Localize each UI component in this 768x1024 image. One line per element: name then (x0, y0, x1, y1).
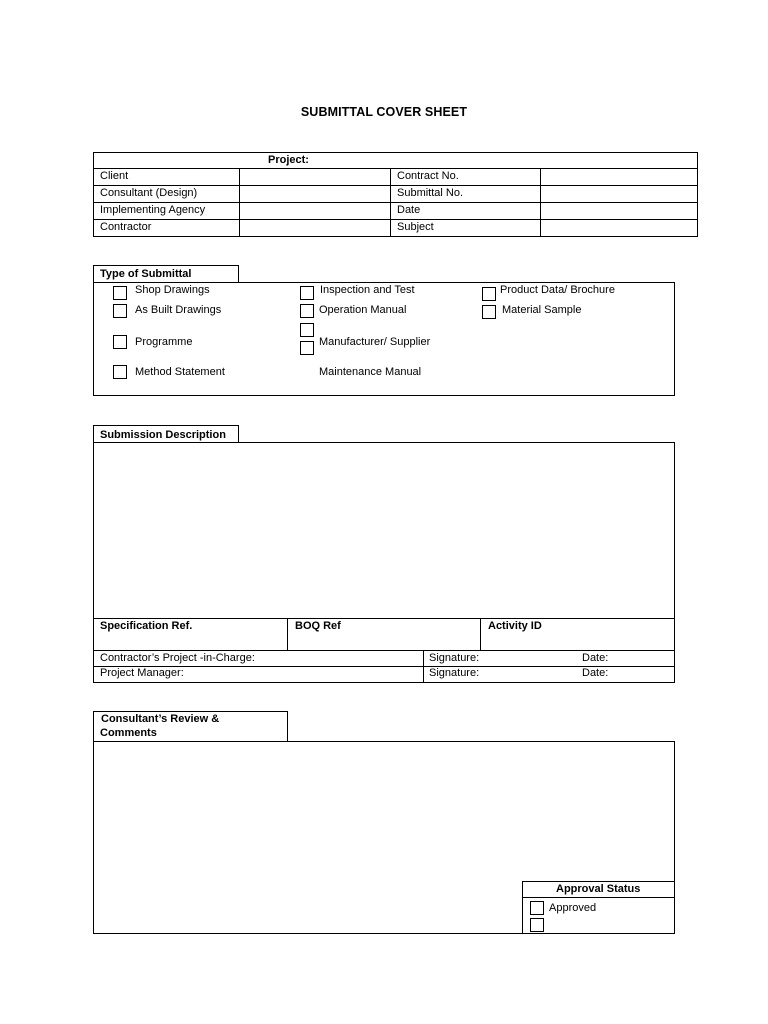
submittal-no-label: Submittal No. (397, 187, 464, 199)
project-label: Project: (268, 154, 309, 166)
contractor-date-label: Date: (582, 652, 609, 664)
operation-manual-label: Operation Manual (319, 304, 407, 316)
pm-date-label: Date: (582, 667, 609, 679)
approval-option-checkbox[interactable] (530, 918, 544, 932)
date-label: Date (397, 204, 421, 216)
contract-no-field[interactable] (541, 169, 697, 185)
consultant-label: Consultant (Design) (100, 187, 198, 199)
product-data-label: Product Data/ Brochure (500, 284, 615, 296)
method-statement-checkbox[interactable] (113, 365, 127, 379)
pm-signature-label: Signature: (429, 667, 480, 679)
inspection-test-label: Inspection and Test (320, 284, 415, 296)
contractor-label: Contractor (100, 221, 152, 233)
date-field[interactable] (541, 203, 697, 219)
shop-drawings-label: Shop Drawings (135, 284, 210, 296)
material-sample-label: Material Sample (502, 304, 582, 316)
activity-id-label: Activity ID (488, 620, 542, 632)
product-data-checkbox[interactable] (482, 287, 496, 301)
inspection-test-checkbox[interactable] (300, 286, 314, 300)
project-manager-label: Project Manager: (100, 667, 184, 679)
as-built-label: As Built Drawings (135, 304, 222, 316)
client-field[interactable] (240, 169, 390, 185)
approval-status-heading: Approval Status (556, 883, 641, 895)
spec-ref-label: Specification Ref. (100, 620, 193, 632)
shop-drawings-checkbox[interactable] (113, 286, 127, 300)
maintenance-manual-label: Maintenance Manual (319, 366, 422, 378)
approved-checkbox[interactable] (530, 901, 544, 915)
manufacturer-supplier-checkbox[interactable] (300, 323, 314, 337)
agency-label: Implementing Agency (100, 204, 206, 216)
submittal-no-field[interactable] (541, 186, 697, 202)
manufacturer-supplier-label: Manufacturer/ Supplier (319, 336, 431, 348)
approved-label: Approved (549, 902, 597, 914)
method-statement-label: Method Statement (135, 366, 225, 378)
consultant-field[interactable] (240, 186, 390, 202)
contract-no-label: Contract No. (397, 170, 459, 182)
page-title: SUBMITTAL COVER SHEET (300, 105, 468, 119)
consultant-review-heading-line1: Consultant’s Review & (101, 713, 220, 725)
contractor-signature-label: Signature: (429, 652, 480, 664)
submission-description-field[interactable] (94, 443, 674, 618)
subject-field[interactable] (541, 220, 697, 236)
consultant-review-heading-line2: Comments (100, 727, 157, 739)
consultant-comments-field[interactable] (94, 742, 521, 932)
submission-description-heading: Submission Description (100, 429, 226, 441)
operation-manual-checkbox[interactable] (300, 304, 314, 318)
contractor-field[interactable] (240, 220, 390, 236)
maintenance-manual-checkbox[interactable] (300, 341, 314, 355)
type-of-submittal-heading: Type of Submittal (100, 268, 192, 280)
contractor-pic-label: Contractor’s Project -in-Charge: (100, 652, 255, 664)
material-sample-checkbox[interactable] (482, 305, 496, 319)
client-label: Client (100, 170, 129, 182)
subject-label: Subject (397, 221, 434, 233)
boq-ref-label: BOQ Ref (295, 620, 341, 632)
programme-checkbox[interactable] (113, 335, 127, 349)
agency-field[interactable] (240, 203, 390, 219)
programme-label: Programme (135, 336, 193, 348)
as-built-checkbox[interactable] (113, 304, 127, 318)
